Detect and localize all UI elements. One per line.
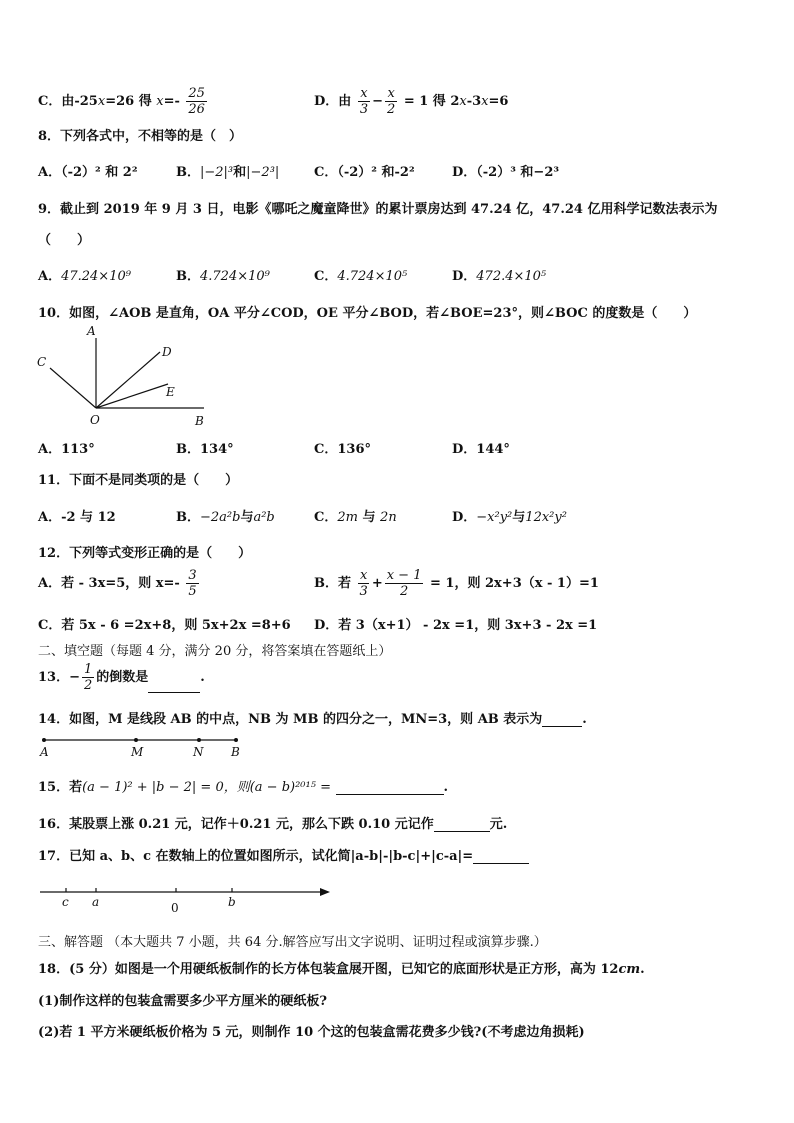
q9-option-d: D．472.4×10⁵	[452, 269, 547, 284]
q18-text: 18．(5 分）如图是一个用硬纸板制作的长方体包装盒展开图，已知它的底面形状是正方形，高为 12	[38, 962, 619, 977]
section2-heading: 二、填空题（每题 4 分，满分 20 分，将答案填在答题纸上）	[38, 644, 392, 659]
q17-label-b: b	[228, 895, 236, 909]
q11-d-term2: 12x²y²	[525, 510, 567, 525]
q11-c-term2: 2n	[380, 510, 397, 525]
q16-line: 16．某股票上涨 0.21 元，记作＋0.21 元，那么下跌 0.10 元记作 元.	[38, 817, 508, 832]
q9-option-b: B．4.724×10⁹	[176, 269, 270, 284]
q14-label-b: B	[231, 745, 240, 759]
q8-option-b: B．|−2|³和|−2³|	[176, 165, 280, 180]
q14-point-a	[42, 738, 46, 742]
q13-prefix: 13．−	[38, 670, 80, 685]
q18-part1: (1)制作这样的包装盒需要多少平方厘米的硬纸板?	[38, 994, 327, 1009]
q11-b-term1: −2a²b	[200, 510, 241, 525]
q11-d-term1: −x²y²	[476, 510, 513, 525]
section3-heading: 三、解答题 （本大题共 7 小题，共 64 分.解答应写出文字说明、证明过程或演算步骤.）	[38, 935, 547, 950]
q15-expression: (a − 1)² + |b − 2| = 0，则(a − b)²⁰¹⁵ =	[82, 780, 331, 795]
q7-c-den: 26	[188, 102, 205, 117]
q8-stem: 8．下列各式中，不相等的是（ ）	[38, 129, 243, 144]
q9-stem-line2: （ ）	[38, 233, 91, 248]
q9-stem-line1: 9．截止到 2019 年 9 月 3 日，电影《哪吒之魔童降世》的累计票房达到 47.24 亿，47.24 亿用科学记数法表示为	[38, 202, 718, 217]
q16-text: 16．某股票上涨 0.21 元，记作＋0.21 元，那么下跌 0.10 元记作	[38, 817, 434, 832]
q10-angle-figure	[32, 322, 212, 430]
q13-line: 13．− $\frac{1}{2}$ 的倒数是 .	[38, 662, 205, 693]
q14-point-b	[234, 738, 238, 742]
q10-option-a: A．113°	[38, 442, 95, 457]
q9-a-value: 47.24×10⁹	[61, 269, 131, 284]
q12-b-frac2: $\frac{x - 1}{2}$	[386, 568, 422, 599]
q11-b-term2: a²b	[253, 510, 275, 525]
q7-c-var-x: x	[97, 94, 106, 109]
q8-option-a: A．（-2）² 和 2²	[38, 165, 138, 180]
q12-b-frac1: $\frac{x}{3}$	[359, 568, 368, 599]
q9-b-value: 4.724×10⁹	[200, 269, 270, 284]
q17-answer-blank[interactable]	[473, 851, 529, 864]
q14-stem: 14．如图，M 是线段 AB 的中点，NB 为 MB 的四分之一，MN=3，则 AB 表示为 .	[38, 712, 587, 727]
q11-stem: 11．下面不是同类项的是（ ）	[38, 473, 239, 488]
q9-option-a: A．47.24×10⁹	[38, 269, 131, 284]
q14-text: 14．如图，M 是线段 AB 的中点，NB 为 MB 的四分之一，MN=3，则 AB 表示为	[38, 712, 543, 727]
q17-axis-arrow	[320, 888, 330, 896]
q12-option-d: D．若 3（x+1） - 2x =1，则 3x+3 - 2x =1	[314, 618, 598, 633]
q17-number-line	[36, 882, 336, 914]
q7-option-c	[38, 86, 209, 117]
q9-c-value: 4.724×10⁵	[337, 269, 408, 284]
q17-text: 17．已知 a、b、c 在数轴上的位置如图所示，试化简|a-b|-|b-c|+|c-a|=	[38, 849, 474, 864]
q14-point-m	[134, 738, 138, 742]
q10-ray-oc	[50, 368, 96, 408]
q15-prefix: 15．若	[38, 780, 83, 795]
q11-option-c: C．2m 与 2n	[314, 510, 397, 525]
q7-d-frac1: $\frac{x}{3}$	[359, 86, 369, 117]
q12-option-a	[38, 568, 201, 599]
q14-point-n	[197, 738, 201, 742]
q10-option-c: C．136°	[314, 442, 371, 457]
q12-stem: 12．下列等式变形正确的是（ ）	[38, 546, 252, 561]
q8-option-c: C．（-2）² 和-2²	[314, 165, 415, 180]
q18-part2: (2)若 1 平方米硬纸板价格为 5 元，则制作 10 个这的包装盒需花费多少钱?(不考虑边角损耗)	[38, 1025, 585, 1040]
q15-answer-blank[interactable]	[336, 782, 444, 795]
q14-answer-blank[interactable]	[542, 714, 582, 727]
q7-c-mid: =26 得	[105, 94, 157, 109]
q7-d-frac2: $\frac{x}{2}$	[387, 86, 396, 117]
q10-label-e: E	[166, 385, 175, 399]
q7-d-rest: =6	[488, 94, 509, 109]
q12-b-prefix: B．若	[314, 576, 351, 591]
q17-label-a: a	[92, 895, 100, 909]
q7-c-eq: =-	[163, 94, 180, 109]
q7-c-var-x2: x	[156, 94, 164, 109]
q10-label-a: A	[87, 324, 96, 338]
q10-stem: 10．如图，∠AOB 是直角，OA 平分∠COD，OE 平分∠BOD，若∠BOE=23°，则∠BOC 的度数是（ ）	[38, 306, 697, 321]
q14-label-n: N	[193, 745, 204, 759]
q10-option-d: D．144°	[452, 442, 510, 457]
q12-a-fraction: $\frac{3}{5}$	[188, 568, 197, 599]
q7-c-num: 25	[188, 86, 205, 101]
q15-line: 15．若(a − 1)² + |b − 2| = 0，则(a − b)²⁰¹⁵ = .	[38, 780, 449, 795]
q14-segment-figure	[36, 732, 246, 762]
q18-stem: 18．(5 分）如图是一个用硬纸板制作的长方体包装盒展开图，已知它的底面形状是正方形，高为 12cm.	[38, 962, 645, 977]
q10-label-o: O	[90, 413, 100, 427]
q12-option-c: C．若 5x - 6 =2x+8，则 5x+2x =8+6	[38, 618, 291, 633]
q10-label-c: C	[37, 355, 47, 369]
q8-b-label: B．	[176, 165, 200, 180]
q17-label-c: c	[62, 895, 69, 909]
q12-a-text: A．若 - 3x=5，则 x=-	[38, 576, 180, 591]
q8-b-mid: 和	[233, 165, 247, 180]
q13-fraction: $\frac{1}{2}$	[83, 662, 93, 693]
q13-answer-blank[interactable]	[148, 680, 200, 693]
q12-b-postfix: = 1，则 2x+3（x - 1）=1	[430, 576, 599, 591]
q8-option-d: D．（-2）³ 和−2³	[452, 165, 560, 180]
q17-line	[38, 845, 529, 864]
q7-option-d: D．由 $\frac{x}{3}$ − $\frac{x}{2}$ = 1 得 2x-3x=6	[314, 86, 509, 117]
q7-d-eq: = 1 得 2	[403, 94, 460, 109]
q9-option-c: C．4.724×10⁵	[314, 269, 408, 284]
q10-option-b: B．134°	[176, 442, 234, 457]
q10-ray-od	[96, 352, 160, 408]
q18-unit: cm	[618, 962, 641, 977]
q17-label-zero: 0	[171, 901, 179, 914]
q11-option-b: B．−2a²b与a²b	[176, 510, 275, 525]
q11-option-d: D．−x²y²与12x²y²	[452, 510, 567, 525]
q14-label-m: M	[131, 745, 144, 759]
q11-c-term1: 2m	[337, 510, 358, 525]
q14-label-a: A	[40, 745, 49, 759]
q12-option-b: B．若 $\frac{x}{3}$ + $\frac{x - 1}{2}$ = 1，则 2x+3（x - 1）=1	[314, 568, 599, 599]
q7-d-prefix: D．由	[314, 94, 352, 109]
q10-label-d: D	[162, 345, 172, 359]
q7-c-fraction	[186, 86, 207, 117]
q10-label-b: B	[195, 414, 204, 428]
q7-c-prefix: C．由-25	[38, 94, 98, 109]
q9-d-value: 472.4×10⁵	[476, 269, 547, 284]
q13-text: 的倒数是	[96, 670, 149, 685]
q10-ray-oe	[96, 384, 168, 408]
q11-option-a: A．-2 与 12	[38, 510, 116, 525]
q16-answer-blank[interactable]	[434, 819, 490, 832]
